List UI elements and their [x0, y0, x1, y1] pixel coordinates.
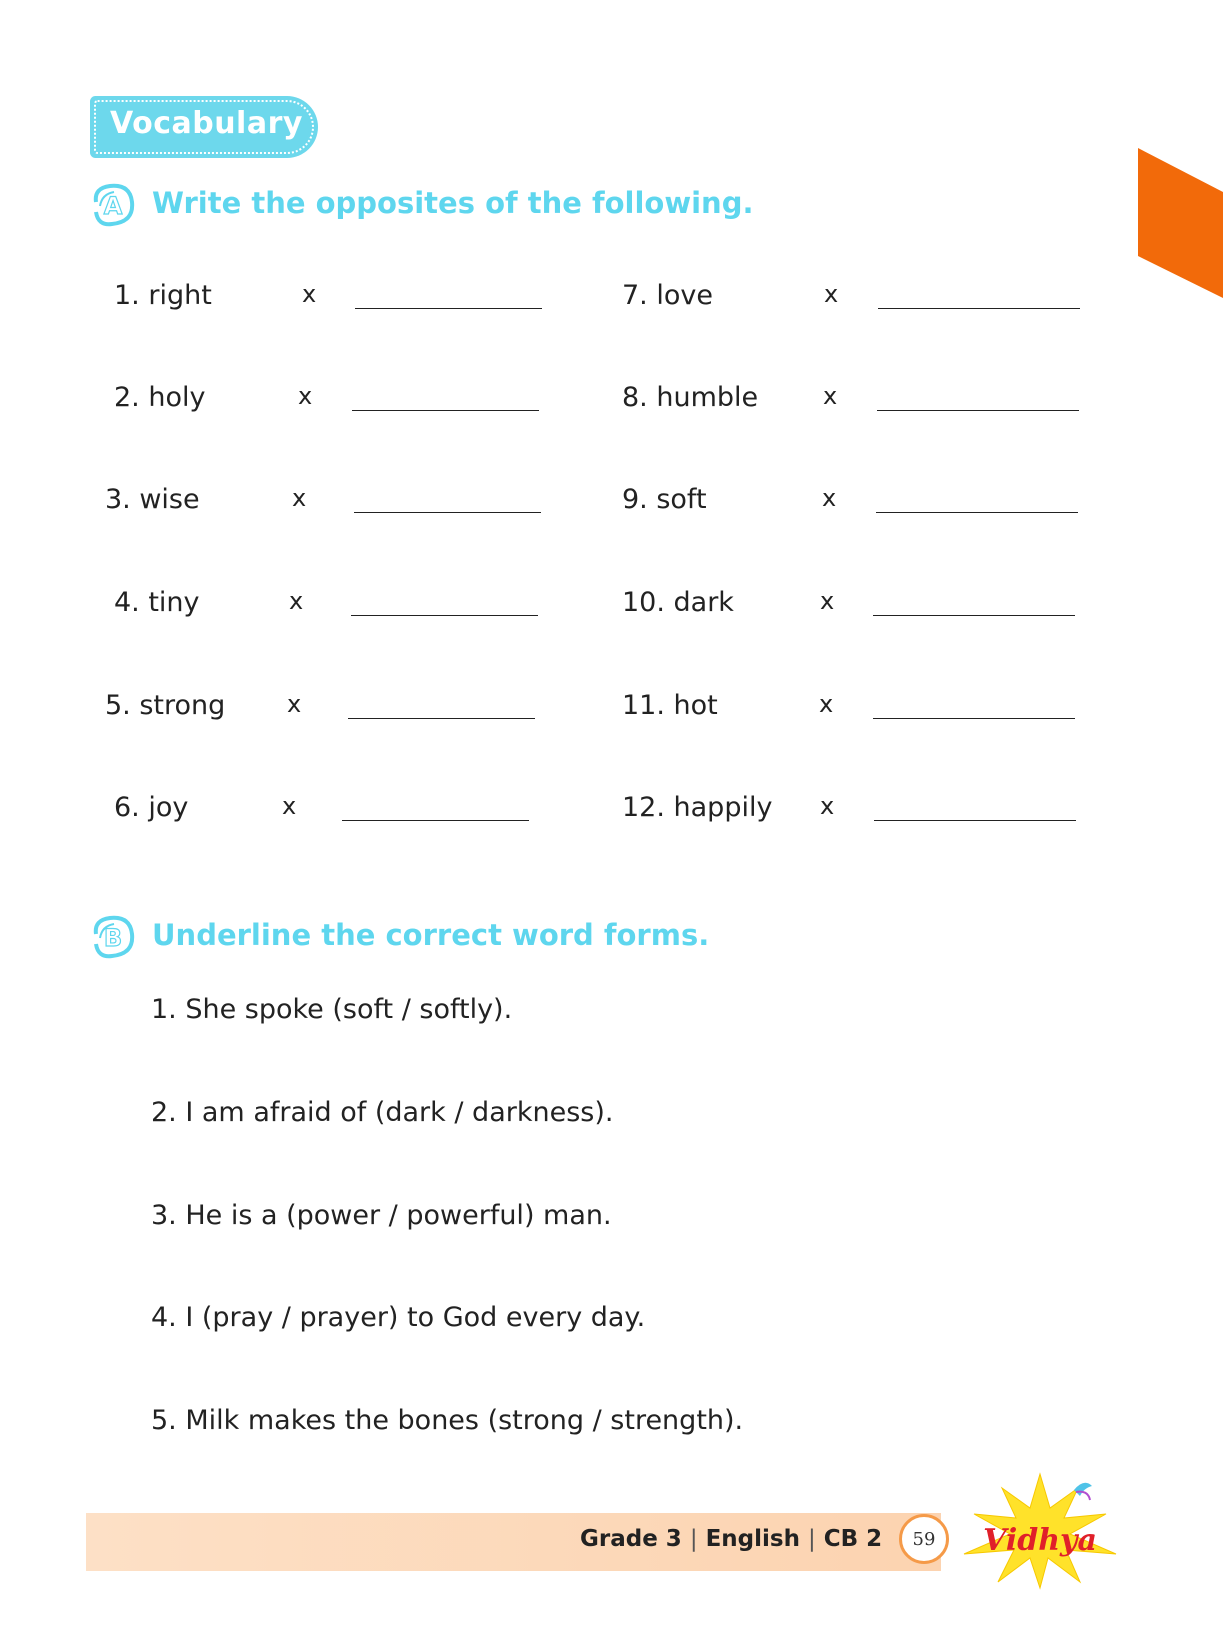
- section-a-badge-icon: [90, 182, 136, 228]
- answer-blank[interactable]: [874, 820, 1076, 821]
- footer-book: CB 2: [823, 1526, 883, 1552]
- opposite-word: 6. joy: [114, 792, 189, 823]
- sentence-item[interactable]: 4. I (pray / prayer) to God every day.: [151, 1302, 646, 1333]
- opposite-x-mark: x: [292, 484, 307, 512]
- opposite-word: 8. humble: [622, 382, 759, 413]
- opposite-word: 9. soft: [622, 484, 707, 515]
- opposite-x-mark: x: [820, 792, 835, 820]
- answer-blank[interactable]: [342, 820, 529, 821]
- section-b-badge-icon: [90, 914, 136, 960]
- opposite-x-mark: x: [822, 484, 837, 512]
- opposite-word: 3. wise: [105, 484, 200, 515]
- logo-text: Vidhya: [983, 1523, 1097, 1558]
- section-a-title: Write the opposites of the following.: [152, 186, 754, 220]
- footer-grade: Grade 3: [580, 1526, 682, 1552]
- opposite-word: 2. holy: [114, 382, 206, 413]
- sentence-item[interactable]: 2. I am afraid of (dark / darkness).: [151, 1097, 614, 1128]
- opposite-x-mark: x: [823, 382, 838, 410]
- opposite-word: 10. dark: [622, 587, 734, 618]
- opposite-word: 12. happily: [622, 792, 773, 823]
- answer-blank[interactable]: [348, 718, 535, 719]
- opposite-word: 7. love: [622, 280, 713, 311]
- sentence-item[interactable]: 1. She spoke (soft / softly).: [151, 994, 513, 1025]
- opposite-x-mark: x: [287, 690, 302, 718]
- opposite-word: 4. tiny: [114, 587, 200, 618]
- opposite-x-mark: x: [298, 382, 313, 410]
- section-a-badge-letter: A: [103, 192, 123, 220]
- opposite-x-mark: x: [820, 587, 835, 615]
- answer-blank[interactable]: [873, 615, 1075, 616]
- answer-blank[interactable]: [876, 512, 1078, 513]
- opposite-word: 11. hot: [622, 690, 718, 721]
- section-b-badge-letter: B: [103, 924, 123, 952]
- orange-page-tab: [1138, 148, 1223, 298]
- vocabulary-tag-label: Vocabulary: [110, 106, 303, 141]
- sentence-item[interactable]: 3. He is a (power / powerful) man.: [151, 1200, 612, 1231]
- footer-separator: |: [689, 1526, 698, 1552]
- opposite-x-mark: x: [282, 792, 297, 820]
- page-number: 59: [912, 1529, 936, 1550]
- sentence-item[interactable]: 5. Milk makes the bones (strong / strength).: [151, 1405, 744, 1436]
- vocabulary-tag: [90, 96, 318, 158]
- section-b-title: Underline the correct word forms.: [152, 918, 710, 952]
- footer-subject: English: [705, 1526, 800, 1552]
- opposite-x-mark: x: [824, 280, 839, 308]
- opposite-x-mark: x: [819, 690, 834, 718]
- footer-caption: [580, 1526, 882, 1552]
- footer-separator: |: [807, 1526, 816, 1552]
- answer-blank[interactable]: [351, 615, 538, 616]
- opposite-word: 1. right: [114, 280, 212, 311]
- page-number-badge: [899, 1514, 949, 1564]
- opposite-x-mark: x: [289, 587, 304, 615]
- answer-blank[interactable]: [352, 410, 539, 411]
- answer-blank[interactable]: [878, 308, 1080, 309]
- answer-blank[interactable]: [355, 308, 542, 309]
- answer-blank[interactable]: [354, 512, 541, 513]
- answer-blank[interactable]: [873, 718, 1075, 719]
- answer-blank[interactable]: [877, 410, 1079, 411]
- vidhya-logo: [956, 1470, 1124, 1590]
- opposite-x-mark: x: [302, 280, 317, 308]
- opposite-word: 5. strong: [105, 690, 226, 721]
